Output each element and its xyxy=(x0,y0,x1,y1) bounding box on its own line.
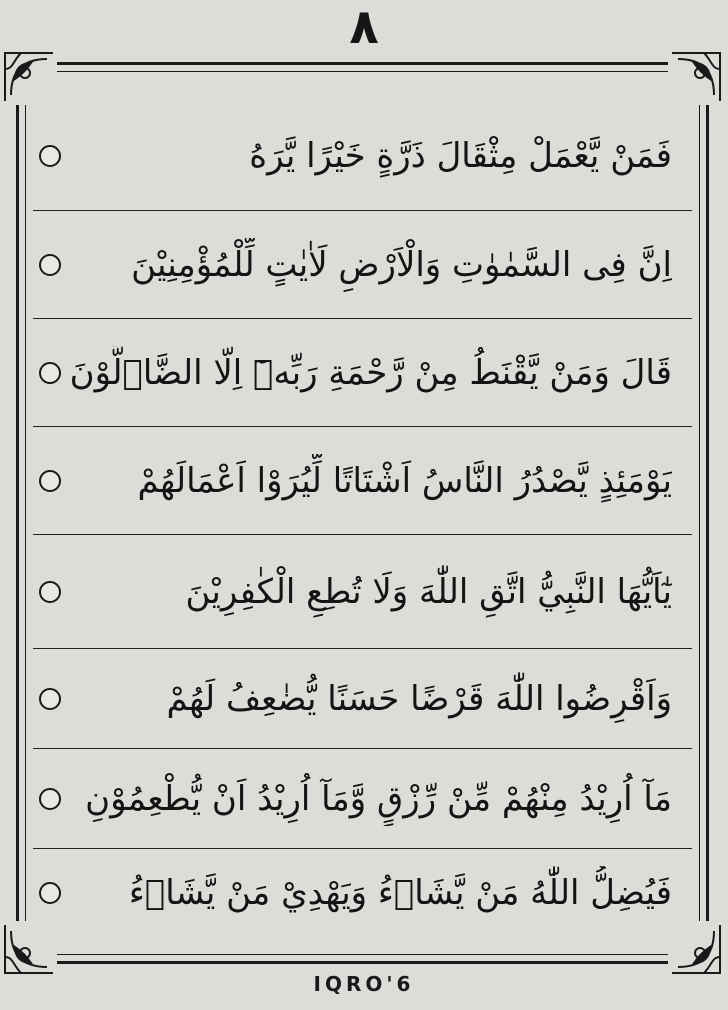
verse-text: فَيُضِلُّ اللّٰهُ مَنْ يَّشَاۤءُ وَيَهْدِيْ مَنْ يَّشَاۤءُ xyxy=(128,873,672,913)
verse-text: مَآ اُرِيْدُ مِنْهُمْ مِّنْ رِّزْقٍ وَّمَآ اُرِيْدُ اَنْ يُّطْعِمُوْنِ xyxy=(85,778,672,819)
verse-marker-circle xyxy=(39,788,61,810)
verse-text: فَمَنْ يَّعْمَلْ مِثْقَالَ ذَرَّةٍ خَيْرًا يَّرَهُ xyxy=(249,135,672,176)
footer-label: IQRO'6 xyxy=(313,972,415,996)
verse-text: يٰٓاَيُّهَا النَّبِيُّ اتَّقِ اللّٰهَ وَلَا تُطِعِ الْكٰفِرِيْنَ xyxy=(185,571,672,612)
verse-marker-circle xyxy=(39,362,61,384)
verse-row xyxy=(33,319,692,427)
verse-text: يَوْمَئِذٍ يَّصْدُرُ النَّاسُ اَشْتَاتًا لِّيُرَوْا اَعْمَالَهُمْ xyxy=(137,460,672,501)
verse-row xyxy=(33,535,692,649)
verse-text: قَالَ وَمَنْ يَّقْنَطُ مِنْ رَّحْمَةِ رَبِّهٖٓ اِلَّا الضَّاۤلُّوْنَ xyxy=(69,352,672,393)
verse-list xyxy=(33,101,692,931)
verse-row xyxy=(33,749,692,849)
verse-text: وَاَقْرِضُوا اللّٰهَ قَرْضًا حَسَنًا يُّضٰعِفُ لَهُمْ xyxy=(166,678,672,719)
verse-row xyxy=(33,211,692,319)
corner-ornament-icon xyxy=(668,49,724,105)
verse-row xyxy=(33,101,692,211)
verse-marker-circle xyxy=(39,688,61,710)
ornamental-frame xyxy=(16,62,709,964)
verse-marker-circle xyxy=(39,254,61,276)
verse-row xyxy=(33,649,692,749)
verse-row xyxy=(33,849,692,937)
verse-text: اِنَّ فِى السَّمٰوٰتِ وَالْاَرْضِ لَاٰيٰتٍ لِّلْمُؤْمِنِيْنَ xyxy=(131,244,672,285)
page-number: ٨ xyxy=(349,0,379,55)
verse-marker-circle xyxy=(39,882,61,904)
verse-marker-circle xyxy=(39,581,61,603)
verse-marker-circle xyxy=(39,145,61,167)
corner-ornament-icon xyxy=(1,49,57,105)
verse-row xyxy=(33,427,692,535)
verse-marker-circle xyxy=(39,470,61,492)
